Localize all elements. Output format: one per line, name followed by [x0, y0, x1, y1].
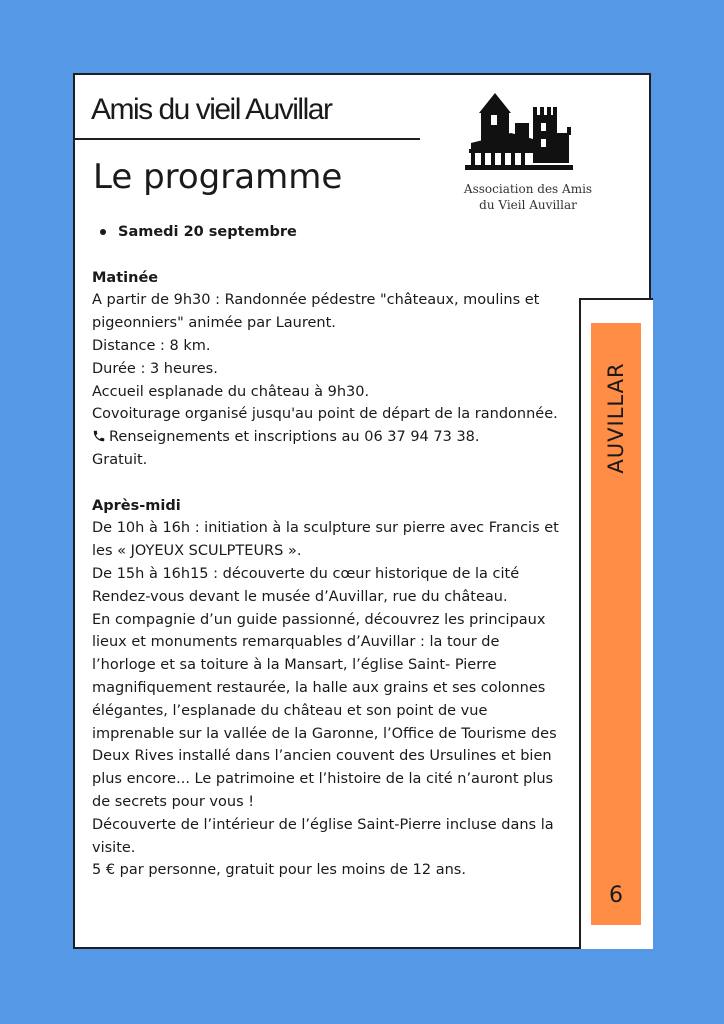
afternoon-line: Découverte de l’intérieur de l’église Saint-Pierre incluse dans la visite.	[92, 816, 554, 856]
afternoon-price: 5 € par personne, gratuit pour les moins de 12 ans.	[92, 862, 466, 879]
afternoon-line: Rendez-vous devant le musée d’Auvillar, rue du château.	[92, 588, 508, 605]
page-number: 6	[609, 883, 623, 908]
program-page	[73, 73, 651, 949]
side-panel	[579, 298, 653, 949]
bullet-icon	[100, 229, 106, 235]
phone-icon	[92, 429, 106, 443]
phone-text: Renseignements et inscriptions au 06 37 94 73 38.	[109, 429, 480, 446]
morning-line: Distance : 8 km.	[92, 337, 211, 354]
event-date: Samedi 20 septembre	[118, 224, 297, 240]
side-label: AUVILLAR	[604, 362, 628, 474]
morning-price: Gratuit.	[92, 451, 148, 468]
logo-caption	[463, 181, 593, 213]
page-title: Le programme	[93, 157, 343, 197]
morning-line: A partir de 9h30 : Randonnée pédestre "châteaux, moulins et pigeonniers" animée par Laurent.	[92, 292, 540, 332]
date-list-item	[100, 221, 562, 244]
logo-caption-line-1: Association des Amis	[463, 182, 593, 196]
afternoon-line: En compagnie d’un guide passionné, découvrez les principaux lieux et monuments remarquables d’Auvillar : la tour de l’horloge et sa toiture à la Mansart, l’église Saint- Pierre magnifiquement restaurée, la halle aux grains et ses colonnes élégantes, l’esplanade du château et son point de vue imprenable sur la vallée de la Garonne, l’Office de Tourisme des Deux Rives installé dans l’ancien couvent des Ursulines et bien plus encore... Le patrimoine et l’histoire de la cité n’auront plus de secrets pour vous !	[92, 611, 557, 810]
afternoon-line: De 15h à 16h15 : découverte du cœur historique de la cité	[92, 565, 520, 582]
association-logo	[463, 93, 593, 217]
phone-info	[92, 426, 562, 449]
title-divider	[75, 138, 420, 140]
org-title: Amis du vieil Auvillar	[91, 93, 332, 126]
logo-caption-line-2: du Vieil Auvillar	[479, 198, 577, 212]
morning-line: Durée : 3 heures.	[92, 360, 218, 377]
program-content	[92, 221, 562, 882]
morning-heading: Matinée	[92, 269, 159, 286]
morning-line: Accueil esplanade du château à 9h30.	[92, 383, 370, 400]
afternoon-heading: Après-midi	[92, 497, 181, 514]
castle-silhouette-icon	[463, 93, 593, 181]
morning-line: Covoiturage organisé jusqu'au point de départ de la randonnée.	[92, 406, 558, 423]
orange-band	[591, 323, 641, 925]
afternoon-line: De 10h à 16h : initiation à la sculpture sur pierre avec Francis et les « JOYEUX SCULPTEURS ».	[92, 520, 559, 560]
